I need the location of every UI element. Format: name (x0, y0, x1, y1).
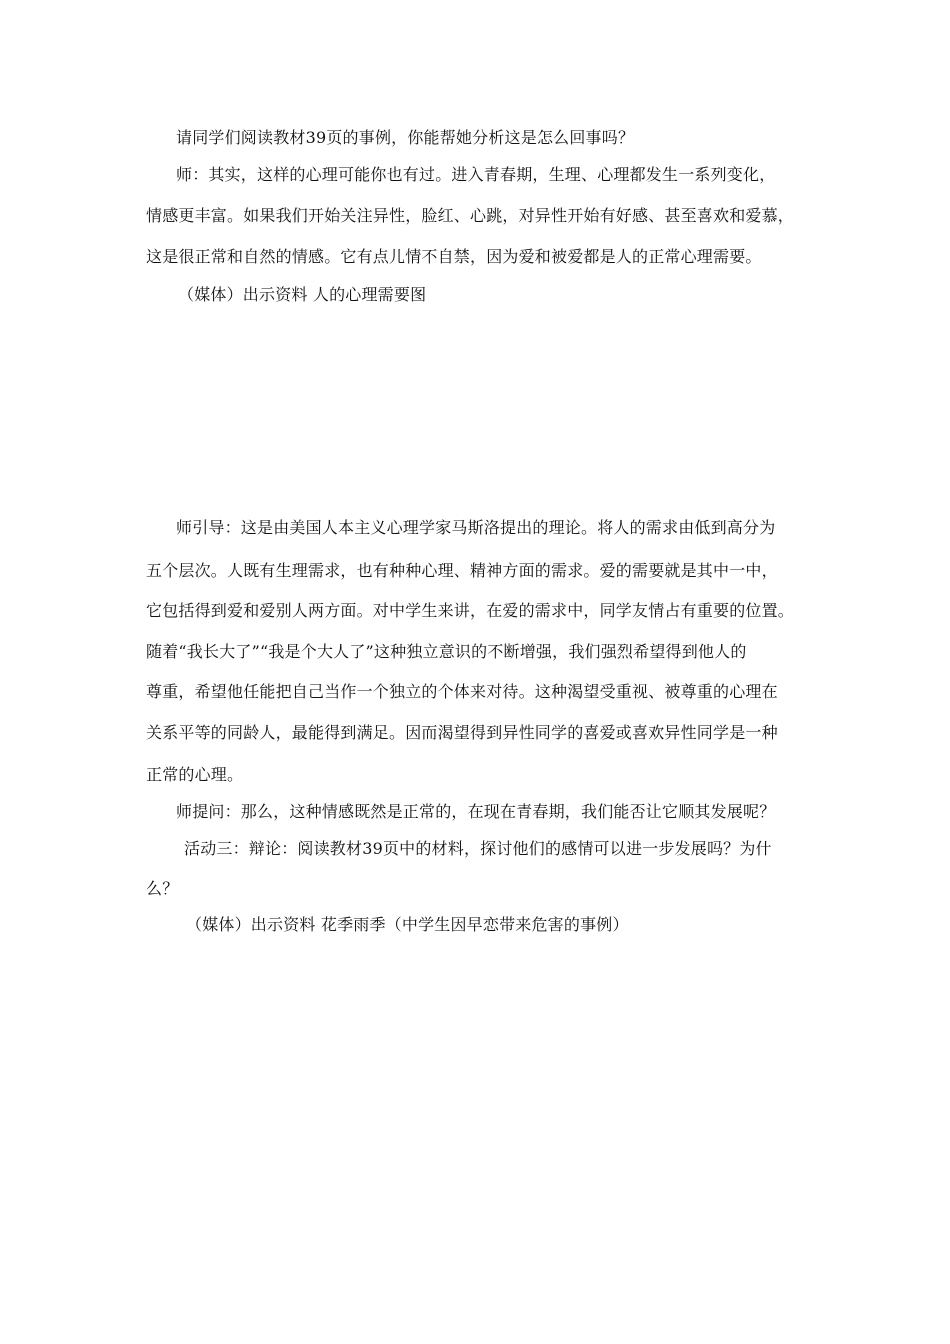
paragraph-line: 五个层次。人既有生理需求，也有种种心理、精神方面的需求。爱的需要就是其中一中， (146, 561, 778, 580)
paragraph-line: 请同学们阅读教材39页的事例，你能帮她分析这是怎么回事吗？ (176, 128, 635, 147)
paragraph-line: 正常的心理。 (146, 765, 244, 784)
paragraph-line: 关系平等的同龄人，最能得到满足。因而渴望得到异性同学的喜爱或喜欢异性同学是一种 (146, 723, 778, 742)
paragraph-line: 活动三：辩论：阅读教材39页中的材料，探讨他们的感情可以进一步发展吗？为什 (184, 839, 772, 858)
paragraph-line: 情感更丰富。如果我们开始关注异性，脸红、心跳，对异性开始有好感、甚至喜欢和爱慕， (146, 206, 795, 225)
paragraph-line: 师提问：那么，这种情感既然是正常的，在现在青春期，我们能否让它顺其发展呢？ (176, 802, 776, 821)
paragraph-line: 它包括得到爱和爱别人两方面。对中学生来讲，在爱的需求中，同学友情占有重要的位置。 (146, 601, 795, 620)
paragraph-line: 尊重，希望他任能把自己当作一个独立的个体来对待。这种渴望受重视、被尊重的心理在 (146, 682, 778, 701)
paragraph-line: 师：其实，这样的心理可能你也有过。进入青春期，生理、心理都发生一系列变化， (176, 165, 776, 184)
paragraph-line: 师引导：这是由美国人本主义心理学家马斯洛提出的理论。将人的需求由低到高分为 (176, 518, 776, 537)
paragraph-line: 么？ (146, 879, 179, 898)
paragraph-line: 这是很正常和自然的情感。它有点儿情不自禁，因为爱和被爱都是人的正常心理需要。 (146, 247, 762, 266)
paragraph-line: 随着“我长大了”“我是个大人了”这种独立意识的不断增强，我们强烈希望得到他人的 (146, 642, 747, 661)
media-caption: （媒体）出示资料 人的心理需要图 (178, 285, 427, 304)
media-caption: （媒体）出示资料 花季雨季（中学生因早恋带来危害的事例） (186, 915, 629, 934)
